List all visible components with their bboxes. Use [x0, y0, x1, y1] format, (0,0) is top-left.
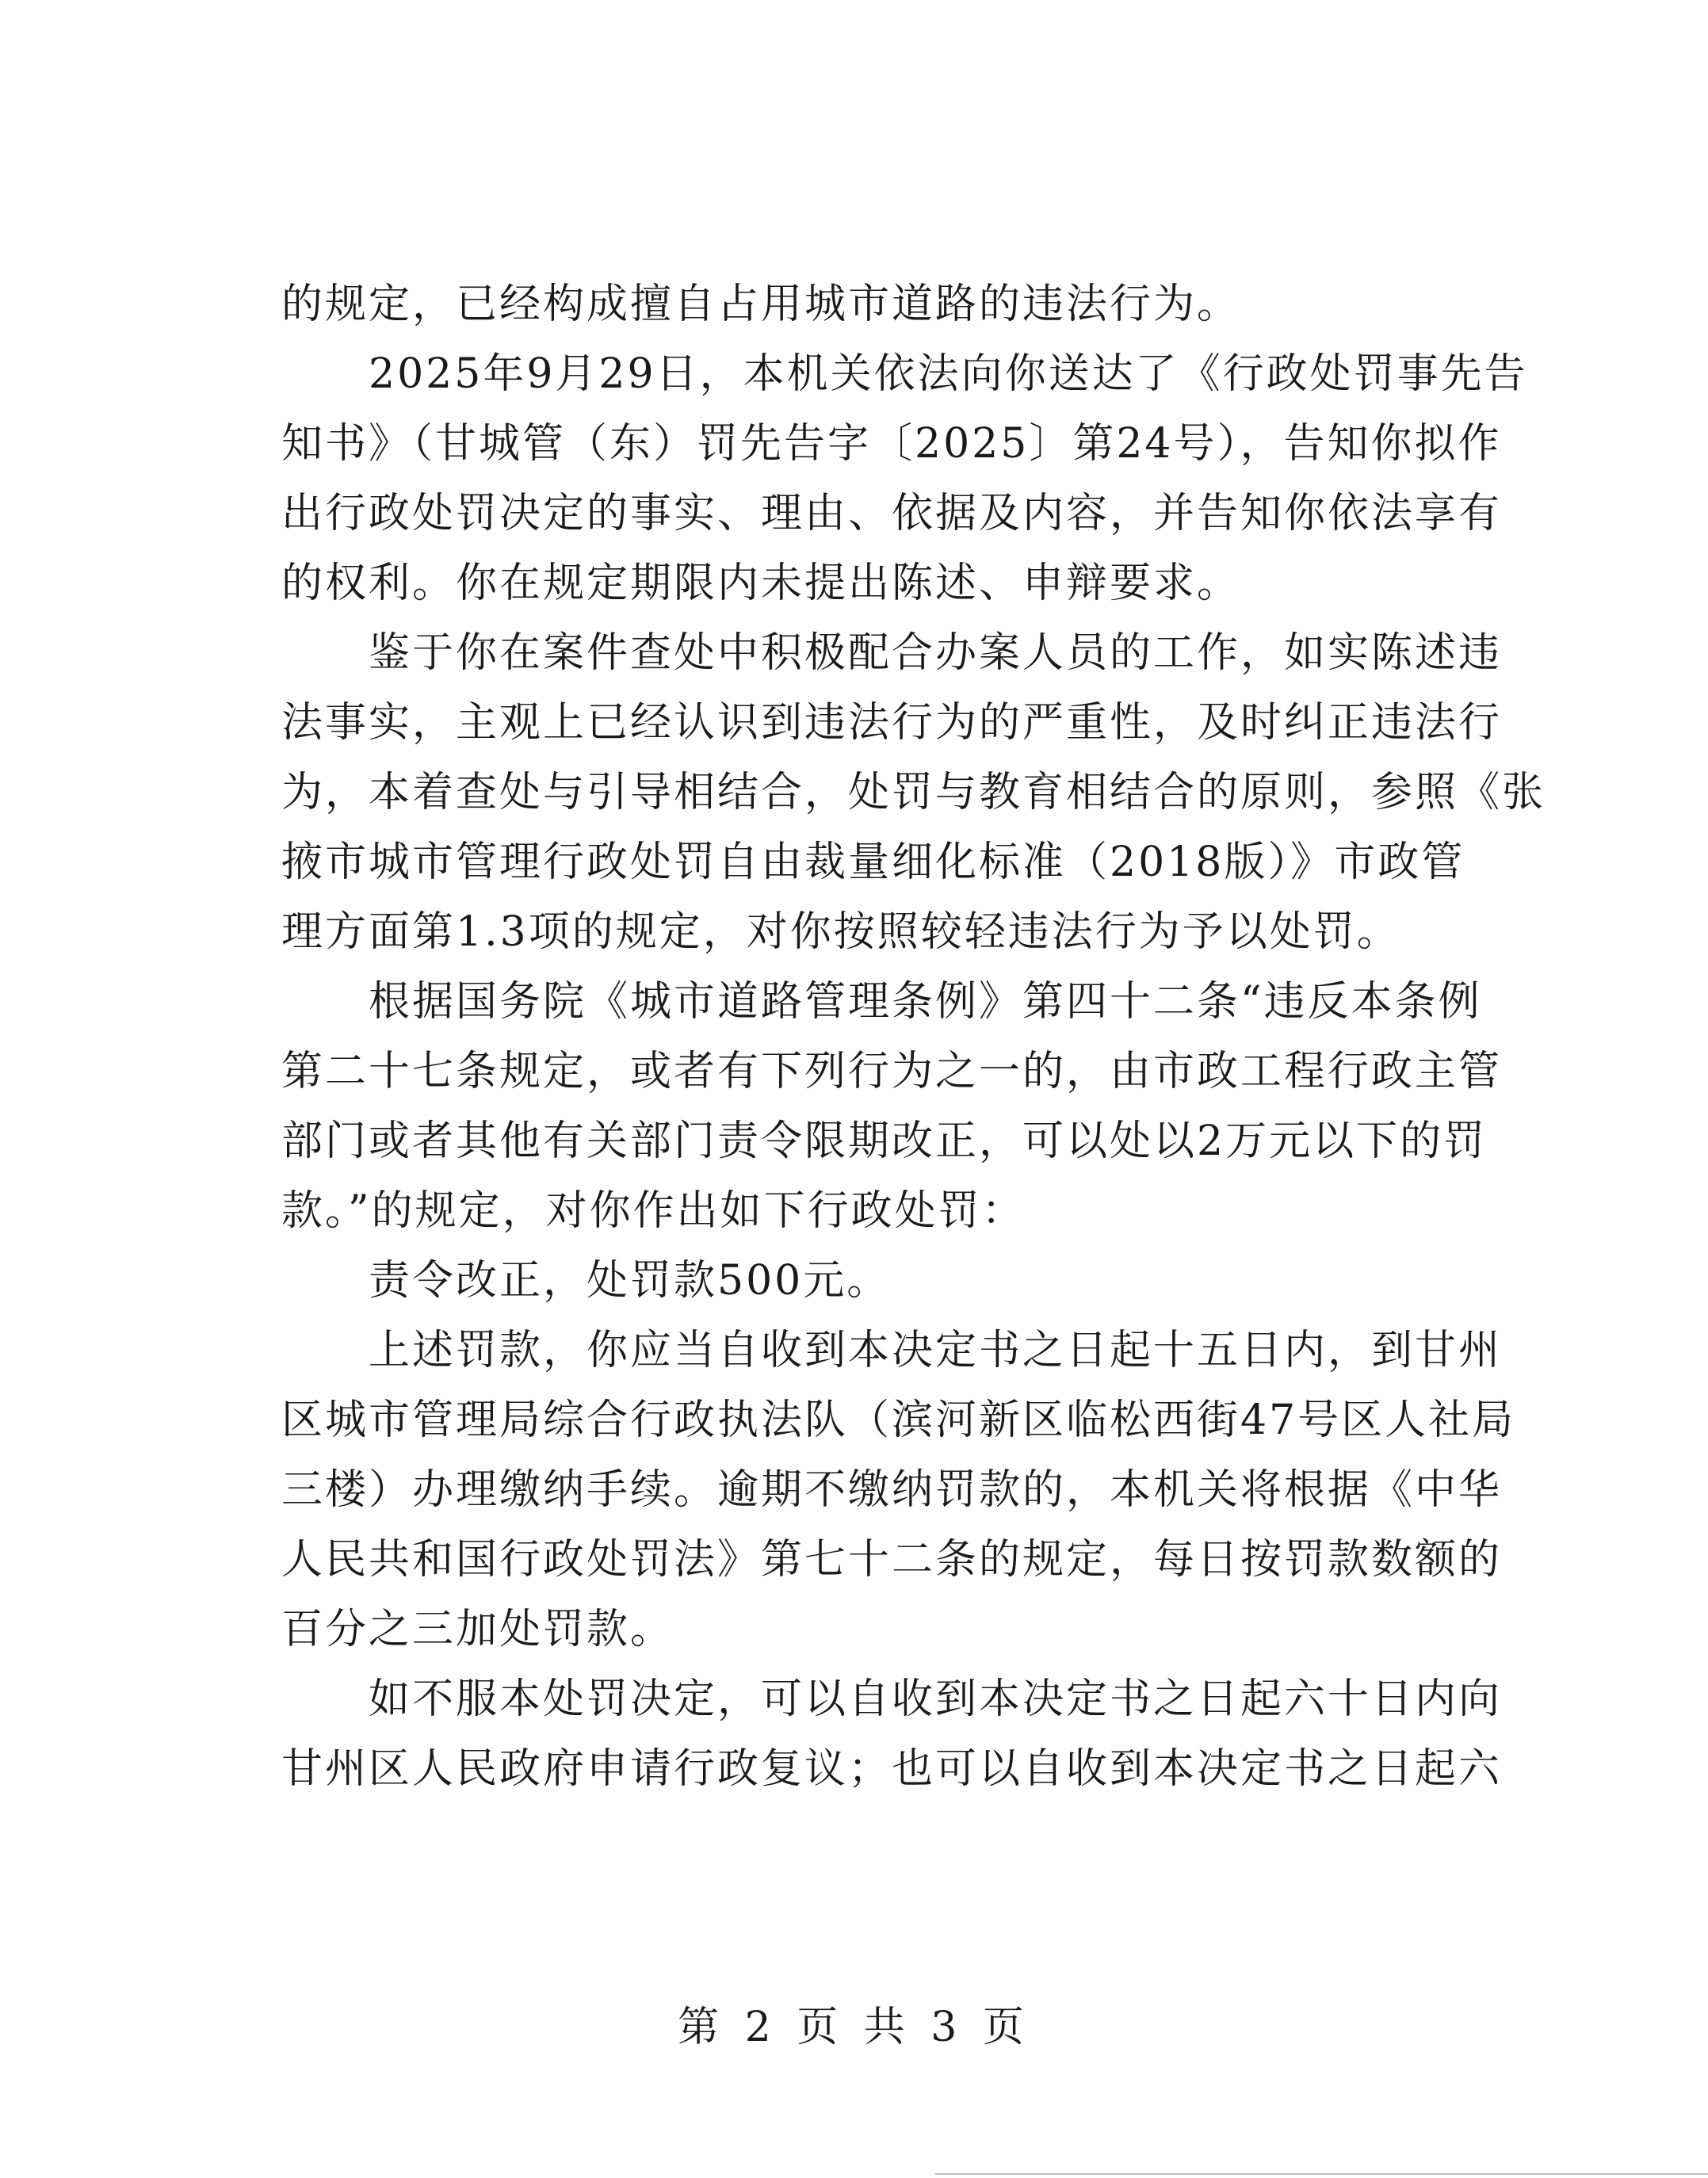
- text-line: 2025年9月29日，本机关依法向你送达了《行政处罚事先告: [369, 350, 1528, 398]
- text-line: 甘州区人民政府申请行政复议；也可以自收到本决定书之日起六: [281, 1745, 1503, 1793]
- text-line: 法事实，主观上已经认识到违法行为的严重性，及时纠正违法行: [281, 699, 1503, 747]
- text-line: 鉴于你在案件查处中积极配合办案人员的工作，如实陈述违: [369, 629, 1503, 677]
- text-line: 人民共和国行政处罚法》第七十二条的规定，每日按罚款数额的: [281, 1536, 1503, 1584]
- text-line: 三楼）办理缴纳手续。逾期不缴纳罚款的，本机关将根据《中华: [281, 1466, 1503, 1514]
- text-line: 百分之三加处罚款。: [281, 1606, 674, 1653]
- text-line: 的权利。你在规定期限内未提出陈述、申辩要求。: [281, 560, 1241, 607]
- scan-edge-divider: [935, 2173, 1708, 2175]
- text-line: 出行政处罚决定的事实、理由、依据及内容，并告知你依法享有: [281, 490, 1503, 537]
- text-line: 理方面第1.3项的规定，对你按照较轻违法行为予以处罚。: [281, 908, 1400, 956]
- text-line: 根据国务院《城市道路管理条例》第四十二条“违反本条例: [369, 978, 1482, 1026]
- text-line: 部门或者其他有关部门责令限期改正，可以处以2万元以下的罚: [281, 1118, 1488, 1165]
- text-line: 第二十七条规定，或者有下列行为之一的，由市政工程行政主管: [281, 1048, 1503, 1095]
- text-line: 的规定，已经构成擅自占用城市道路的违法行为。: [281, 281, 1241, 328]
- text-line: 上述罚款，你应当自收到本决定书之日起十五日内，到甘州: [369, 1327, 1503, 1374]
- text-line: 为，本着查处与引导相结合，处罚与教育相结合的原则，参照《张: [281, 769, 1546, 816]
- document-body: [281, 269, 1546, 1804]
- text-line: 款。”的规定，对你作出如下行政处罚：: [281, 1187, 1026, 1235]
- text-line: 如不服本处罚决定，可以自收到本决定书之日起六十日内向: [369, 1676, 1503, 1723]
- text-line: 掖市城市管理行政处罚自由裁量细化标准（2018版）》市政管: [281, 839, 1465, 886]
- page-number: 第 2 页 共 3 页: [678, 2004, 1030, 2051]
- text-line: 知书》（甘城管（东）罚先告字〔2025〕第24号），告知你拟作: [281, 420, 1502, 468]
- text-line: 责令改正，处罚款500元。: [369, 1257, 891, 1305]
- text-line: 区城市管理局综合行政执法队（滨河新区临松西街47号区人社局: [281, 1397, 1516, 1444]
